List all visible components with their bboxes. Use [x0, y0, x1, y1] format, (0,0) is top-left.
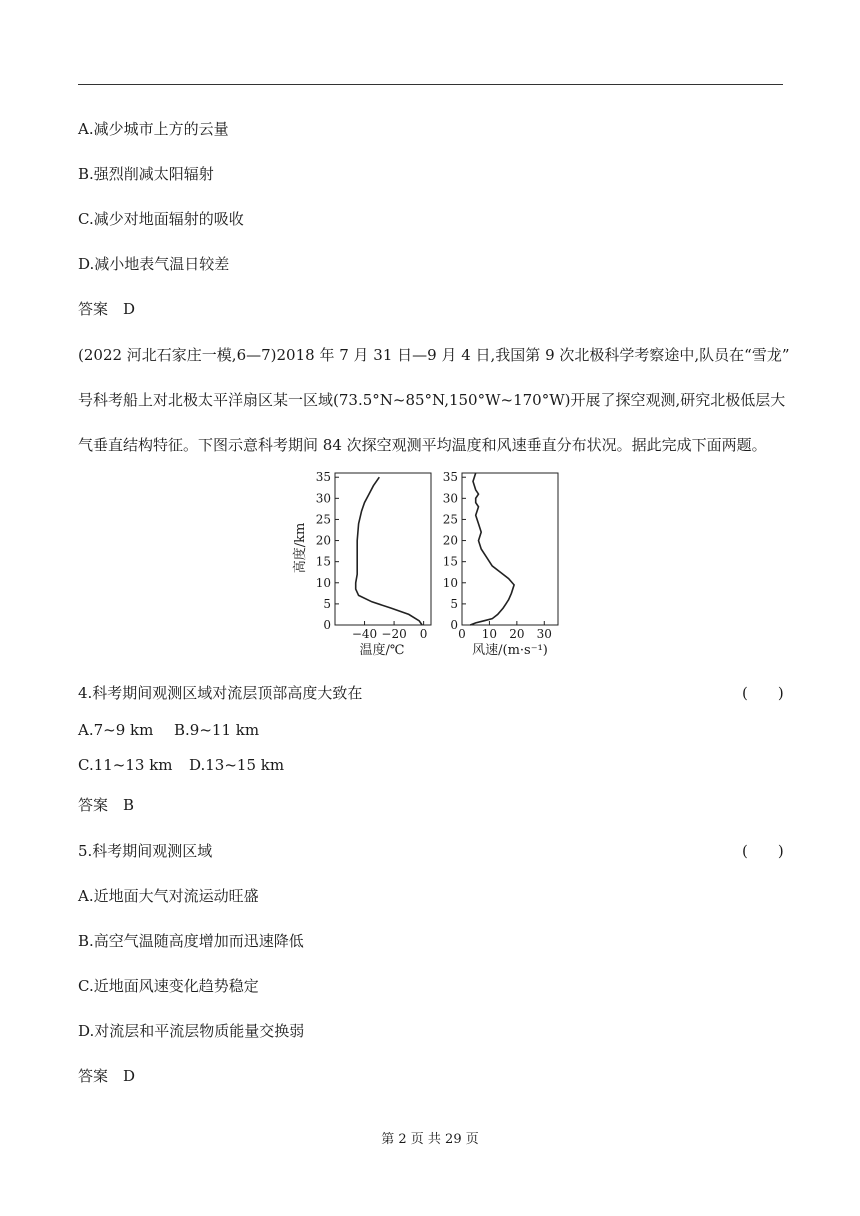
intro-line-1: (2022 河北石家庄一模,6—7)2018 年 7 月 31 日—9 月 4 日,我国第 9 次北极科学考察途中,队员在“雪龙” — [78, 346, 790, 364]
wind-x-tick-label: 20 — [509, 627, 525, 641]
temperature-chart — [292, 470, 431, 658]
temperature-y-tick-label: 10 — [315, 575, 331, 590]
wind-xlabel: 风速/(m·s⁻¹) — [472, 643, 548, 658]
temperature-y-tick-label: 15 — [315, 554, 331, 569]
q5-option-b: B.高空气温随高度增加而迅速降低 — [78, 932, 304, 950]
temperature-y-tick-label: 35 — [315, 470, 331, 485]
q5-option-a: A.近地面大气对流运动旺盛 — [78, 887, 259, 905]
q4-option-b: B.9~11 km — [174, 721, 260, 739]
q5-answer: 答案 D — [78, 1067, 136, 1085]
wind-y-tick-label: 0 — [450, 618, 458, 632]
wind-series-line — [470, 473, 514, 625]
q4-option-d: D.13~15 km — [189, 756, 285, 774]
q5-option-d: D.对流层和平流层物质能量交换弱 — [78, 1022, 305, 1040]
wind-y-tick-label: 25 — [442, 512, 458, 527]
q4-answer-bracket: ( ) — [742, 684, 784, 702]
wind-x-tick-label: 0 — [458, 627, 466, 641]
q3-option-b: B.强烈削减太阳辐射 — [78, 165, 214, 183]
intro-line-3: 气垂直结构特征。下图示意科考期间 84 次探空观测平均温度和风速垂直分布状况。据此完成下面两题。 — [78, 436, 767, 454]
temperature-y-tick-label: 20 — [315, 533, 331, 548]
temperature-y-tick-label: 0 — [323, 618, 331, 632]
temperature-y-tick-label: 30 — [315, 491, 331, 506]
temperature-x-tick-label: −40 — [351, 627, 378, 641]
wind-y-tick-label: 30 — [442, 491, 458, 506]
wind-y-tick-label: 5 — [450, 596, 458, 611]
q4-answer: 答案 B — [78, 796, 135, 814]
wind-x-tick-label: 10 — [481, 627, 498, 641]
temperature-x-tick-label: 0 — [419, 627, 428, 641]
q3-option-d: D.减小地表气温日较差 — [78, 255, 230, 273]
temperature-y-tick-label: 25 — [315, 512, 331, 527]
wind-x-tick-label: 30 — [536, 627, 552, 641]
wind-y-tick-label: 15 — [442, 554, 458, 569]
q3-option-c: C.减少对地面辐射的吸收 — [78, 210, 244, 228]
q4-stem: 4.科考期间观测区域对流层顶部高度大致在 — [78, 684, 363, 702]
q4-option-c: C.11~13 km — [78, 756, 173, 774]
temperature-plot-frame — [335, 473, 431, 625]
q5-stem: 5.科考期间观测区域 — [78, 842, 213, 860]
q5-option-c: C.近地面风速变化趋势稳定 — [78, 977, 259, 995]
temperature-y-tick-label: 5 — [323, 596, 331, 611]
q3-answer: 答案 D — [78, 300, 136, 318]
temperature-x-tick-label: −20 — [381, 627, 407, 641]
header-rule — [78, 84, 783, 85]
page-footer: 第 2 页 共 29 页 — [381, 1132, 479, 1147]
q4-option-a: A.7~9 km — [78, 721, 154, 739]
intro-line-2: 号科考船上对北极太平洋扇区某一区域(73.5°N~85°N,150°W~170°W)开展了探空观测,研究北极低层大 — [78, 391, 786, 409]
q5-answer-bracket: ( ) — [742, 842, 784, 860]
q3-option-a: A.减少城市上方的云量 — [78, 120, 229, 138]
wind-y-tick-label: 20 — [442, 533, 458, 548]
temperature-series-line — [356, 477, 422, 625]
wind-y-tick-label: 35 — [442, 470, 458, 485]
wind-chart — [443, 470, 558, 658]
wind-y-tick-label: 10 — [442, 575, 458, 590]
temperature-xlabel: 温度/℃ — [359, 643, 405, 658]
profile-figure — [290, 468, 580, 664]
temperature-ylabel: 高度/km — [293, 522, 308, 574]
wind-plot-frame — [462, 473, 558, 625]
